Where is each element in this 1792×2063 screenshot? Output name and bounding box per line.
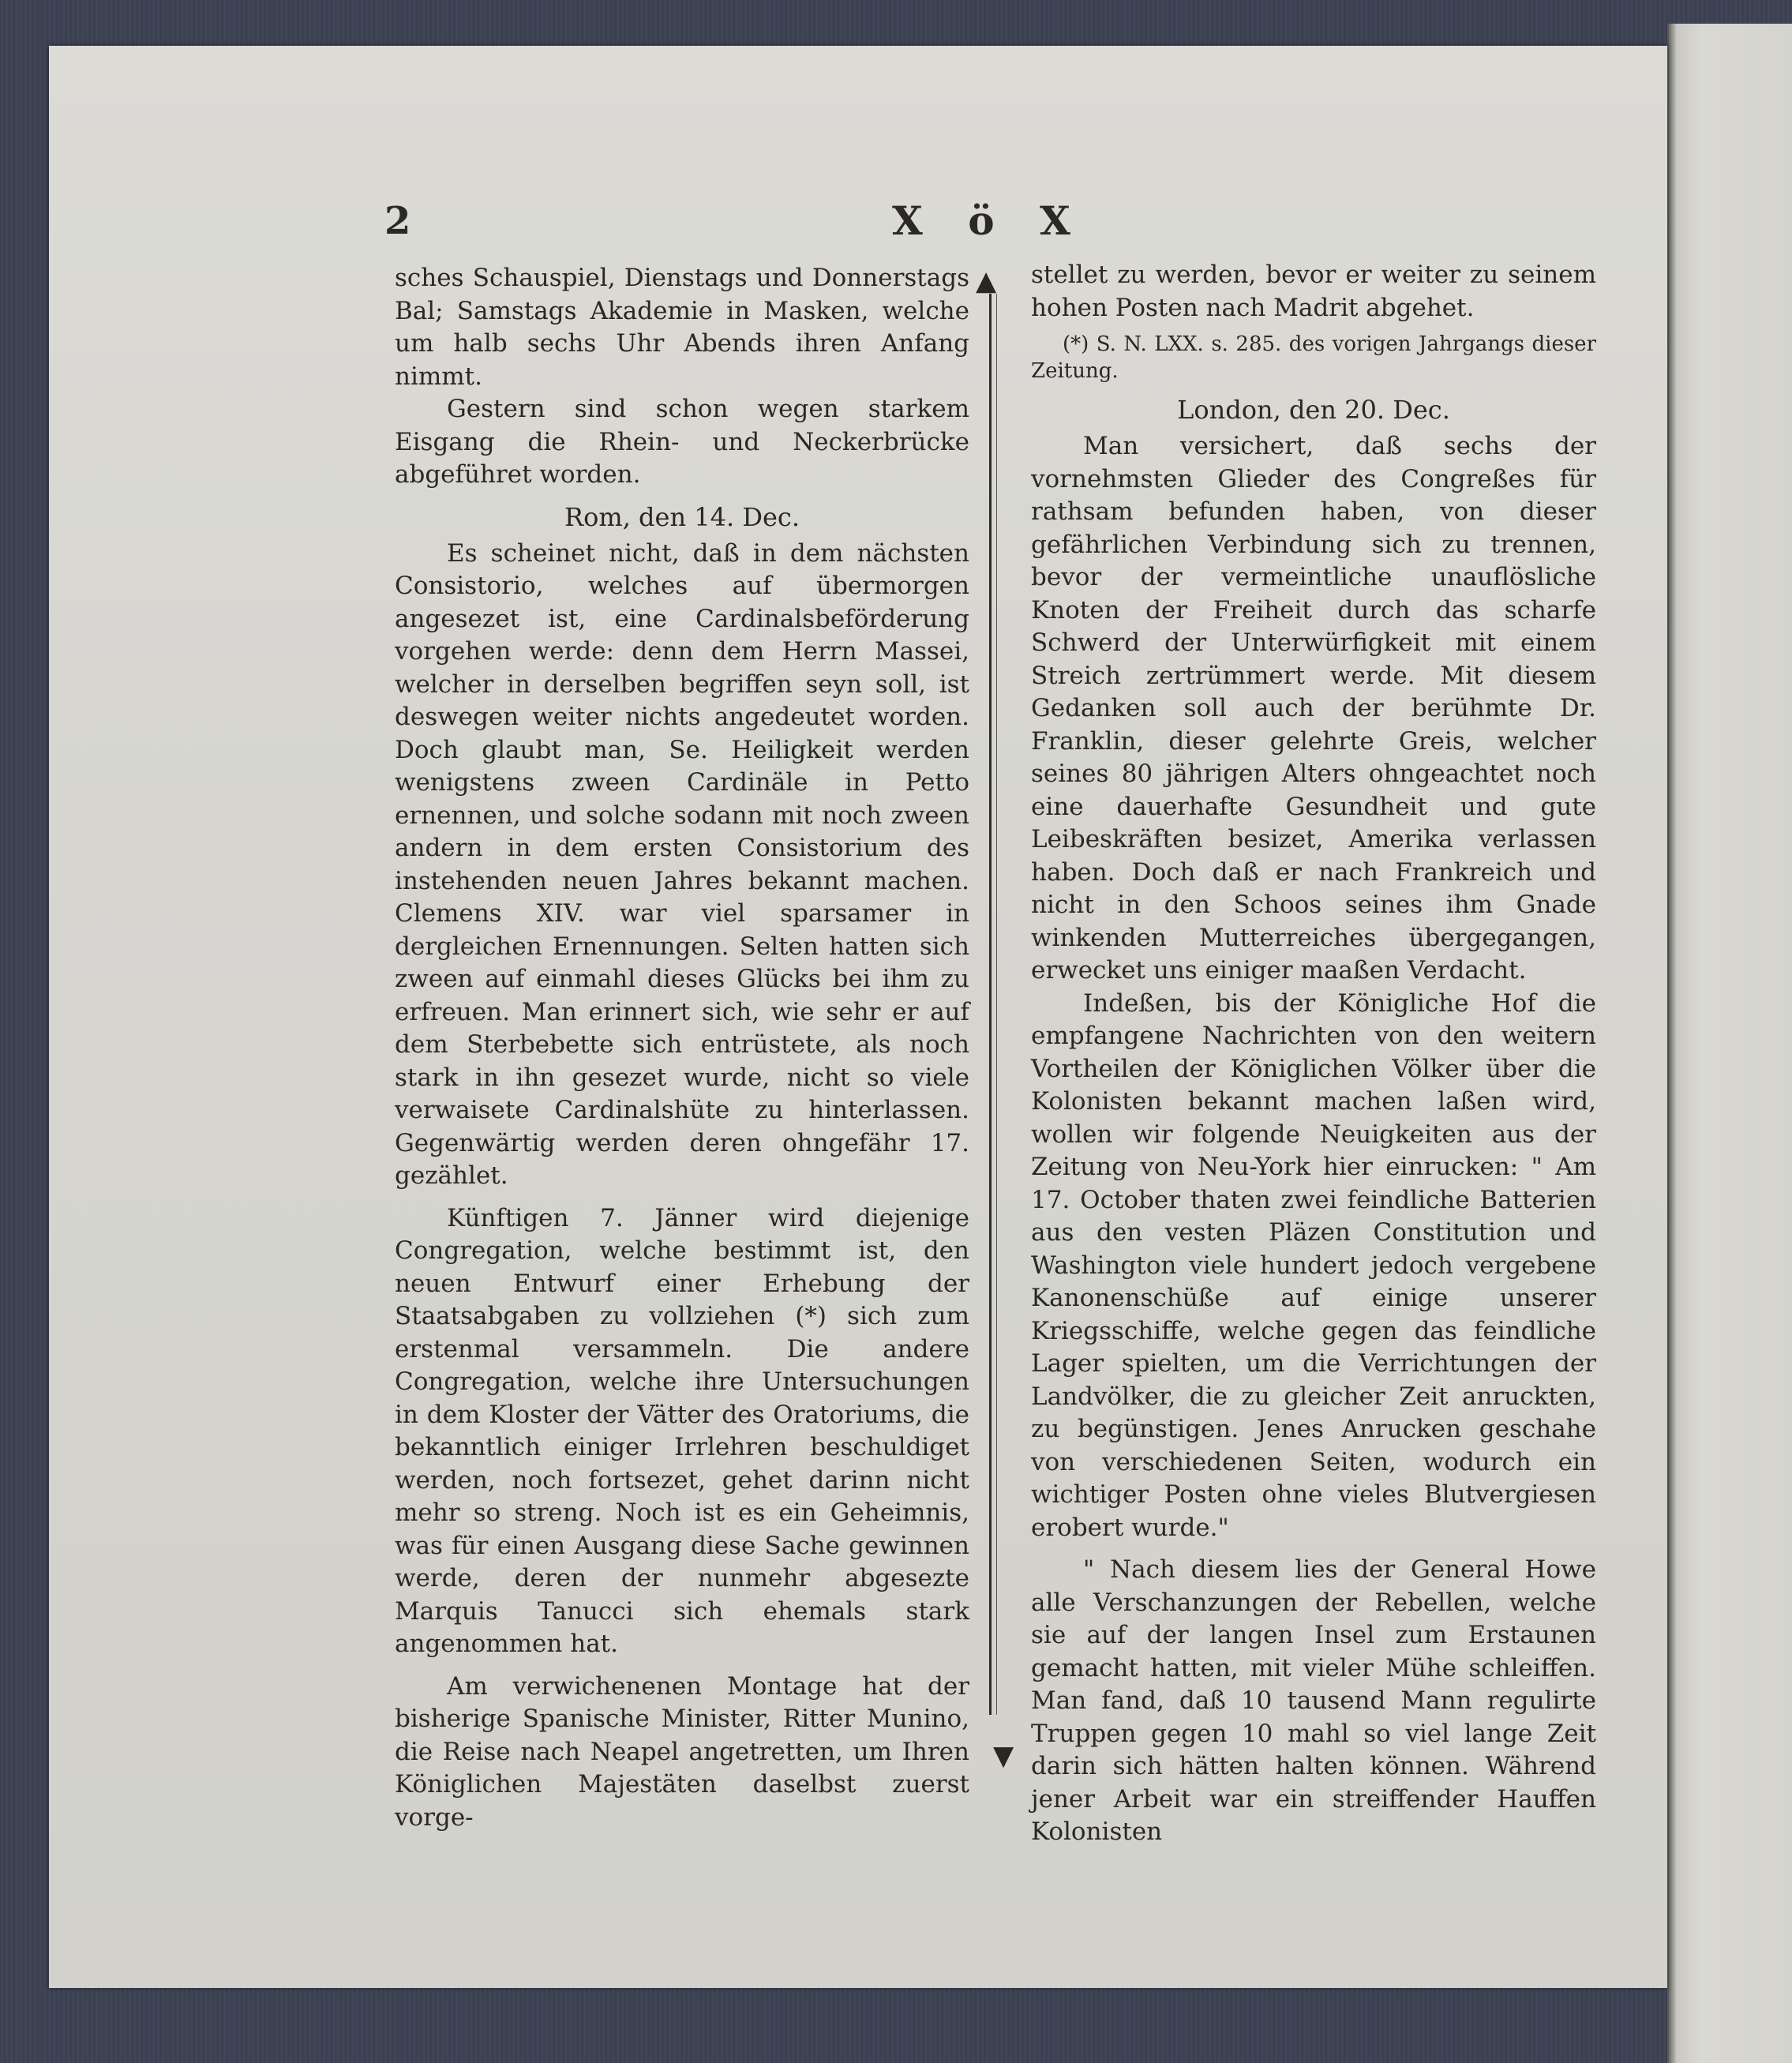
page-number: 2 (384, 199, 411, 243)
header-ornament: X ö X (892, 197, 1086, 244)
left-column (395, 262, 969, 1834)
right-paragraph-3: Indeßen, bis der Königliche Hof die empfangene Nachrichten von den weitern Vortheilen der Königlichen Völker über die Kolonisten bekannt machen laßen wird, wollen wir folgende Neuigkeiten aus der Zeitung von Neu-York hier einrucken: " Am 17. October thaten zwei feindliche Batterien aus den vesten Pläzen Constitution und Washington viele hundert jedoch vergebene Kanonenschüße auf einige unserer Kriegsschiffe, welche gegen das feindliche Lager spielten, um die Verrichtungen der Landvölker, die zu gleicher Zeit anruckten, zu begünstigen. Jenes Anrucken geschahe von verschiedenen Seiten, wodurch ein wichtiger Posten ohne vieles Blutvergiesen erobert wurde." (1031, 988, 1596, 1542)
heading-london: London, den 20. Dec. (1177, 395, 1450, 425)
top-ornament-icon: ▲ (976, 265, 997, 297)
left-paragraph-3: Es scheinet nicht, daß in dem nächsten Consistorio, welches auf übermorgen angesezet ist, eine Cardinalsbeförderung vorgehen werde: denn dem Herrn Massei, welcher in derselben begriffen seyn soll, ist deswegen weiter nichts angedeutet worden. Doch glaubt man, Se. Heiligkeit werden wenigstens zween Cardinäle in Petto ernennen, und solche sodann mit noch zween andern in dem ersten Consistorium des instehenden neuen Jahres bekannt machen. Clemens XIV. war viel sparsamer in dergleichen Ernennungen. Selten hatten sich zween auf einmahl dieses Glücks bei ihm zu erfreuen. Man erinnert sich, wie sehr er auf dem Sterbebette sich entrüstete, als noch stark in ihn gesezet wurde, nicht so viele verwaisete Cardinalshüte zu hinterlassen. Gegenwärtig werden deren ohngefähr 17. gezählet. (395, 538, 969, 1190)
right-paragraph-4: " Nach diesem lies der General Howe alle Verschanzungen der Rebellen, welche sie auf der langen Insel zum Erstaunen gemacht hatten, mit vieler Mühe schleiffen. Man fand, daß 10 tausend Mann regulirte Truppen gegen 10 mahl so viel lange Zeit darin sich hätten halten können. Während jener Arbeit war ein streiffender Hauffen Kolonisten (1031, 1555, 1596, 1846)
adjacent-page-edge (1667, 24, 1792, 2063)
right-column (1031, 259, 1596, 1849)
right-paragraph-1: stellet zu werden, bevor er weiter zu seinem hohen Posten nach Madrit abgehet. (1031, 261, 1596, 322)
right-paragraph-2: Man versichert, daß sechs der vornehmsten Glieder des Congreßes für rathsam befunden haben, von dieser gefährlichen Verbindung sich zu trennen, bevor der vermeintliche unauflösliche Knoten der Freiheit durch das scharfe Schwerd der Unterwürfigkeit mit einem Streich zertrümmert werde. Mit diesem Gedanken soll auch der berühmte Dr. Franklin, dieser gelehrte Greis, welcher seines 80 jährigen Alters ohngeachtet noch eine dauerhafte Gesundheit und gute Leibeskräften besizet, Amerika verlassen haben. Doch daß er nach Frankreich und nicht in den Schoos seines ihm Gnade winkenden Mutterreiches übergegangen, erwecket uns einiger maaßen Verdacht. (1031, 432, 1596, 985)
bottom-ornament-icon: ▼ (993, 1740, 1014, 1772)
left-paragraph-1: sches Schauspiel, Dienstags und Donnerstags Bal; Samstags Akademie in Masken, welche um halb sechs Uhr Abends ihren Anfang nimmt. (395, 264, 969, 391)
heading-rome: Rom, den 14. Dec. (564, 501, 800, 532)
column-rule-thin (996, 294, 997, 1715)
left-paragraph-4: Künftigen 7. Jänner wird diejenige Congregation, welche bestimmt ist, den neuen Entwurf einer Erhebung der Staatsabgaben zu vollziehen (*) sich zum erstenmal versammeln. Die andere Congregation, welche ihre Untersuchungen in dem Kloster der Vätter des Oratoriums, die bekanntlich einiger Irrlehren beschuldiget werden, noch fortsezet, gehet darinn nicht mehr so streng. Noch ist es ein Geheimnis, was für einen Ausgang diese Sache gewinnen werde, deren der nunmehr abgesezte Marquis Tanucci sich ehemals stark angenommen hat. (395, 1203, 969, 1658)
left-paragraph-2: Gestern sind schon wegen starkem Eisgang die Rhein- und Neckerbrücke abgeführet worden. (395, 395, 969, 489)
left-paragraph-5: Am verwichenenen Montage hat der bisherige Spanische Minister, Ritter Munino, die Reise nach Neapel angetretten, um Ihren Königlichen Majestäten daselbst zuerst vorge- (395, 1671, 969, 1832)
column-rule (989, 294, 992, 1715)
footnote: (*) S. N. LXX. s. 285. des vorigen Jahrgangs dieser Zeitung. (1031, 332, 1596, 383)
